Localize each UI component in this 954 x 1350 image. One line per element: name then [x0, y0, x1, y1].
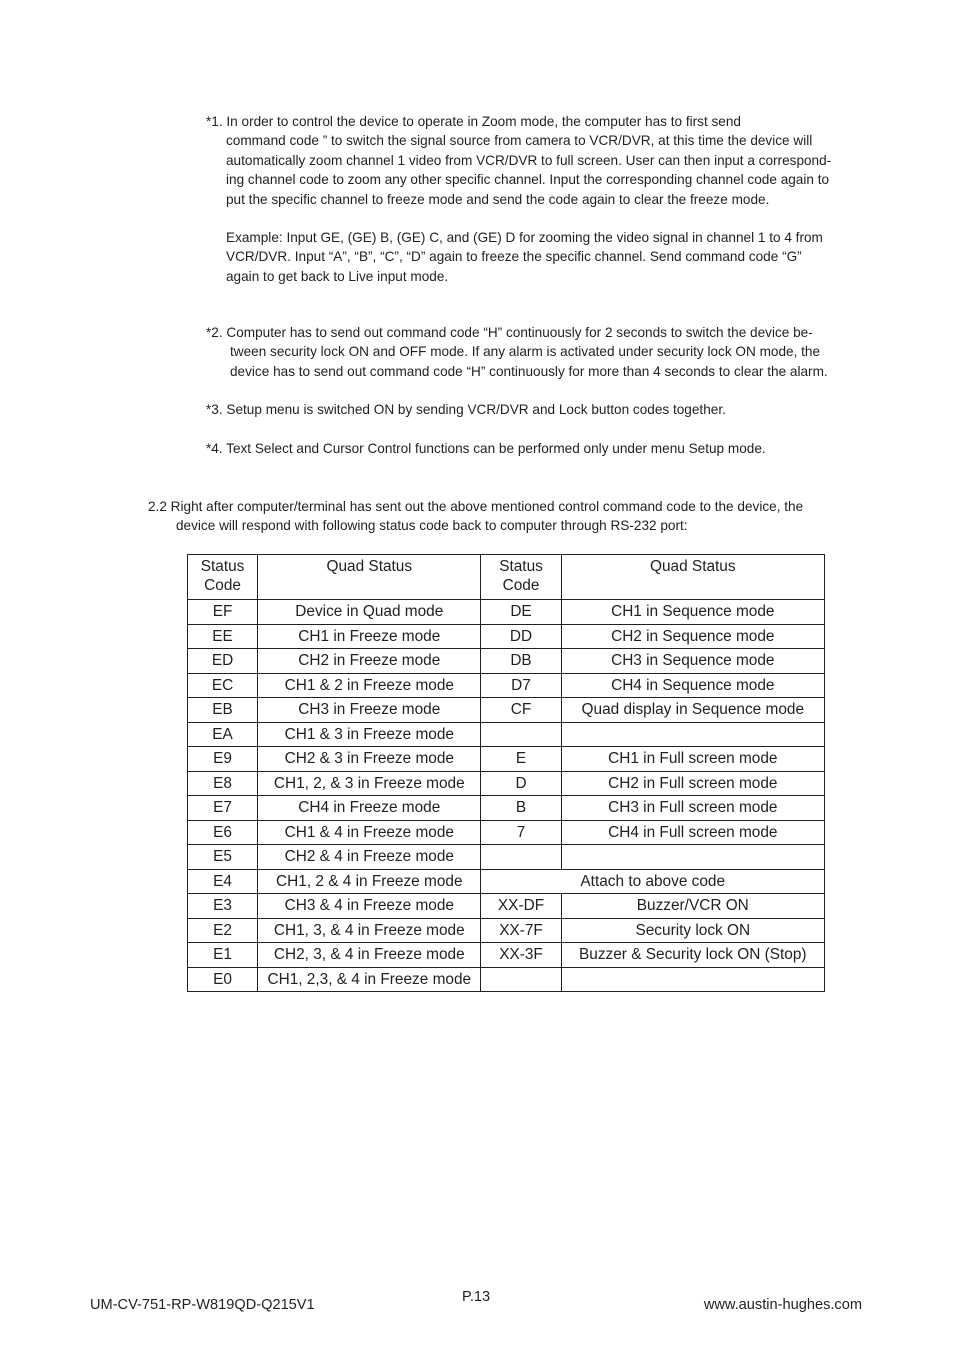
status-code-cell: E2 [188, 918, 258, 943]
footer-page-number: P.13 [462, 1289, 491, 1305]
quad-status-cell: Quad display in Sequence mode [561, 698, 824, 723]
footer-website: www.austin-hughes.com [703, 1297, 862, 1313]
table-row [188, 771, 825, 796]
quad-status-cell: CH2 in Sequence mode [561, 624, 824, 649]
table-row [188, 722, 825, 747]
quad-status-cell: CH3 & 4 in Freeze mode [258, 894, 481, 919]
table-row [188, 967, 825, 992]
header-quad-status: Quad Status [258, 555, 481, 600]
table-row [188, 918, 825, 943]
quad-status-cell [561, 967, 824, 992]
quad-status-cell: CH2 & 4 in Freeze mode [258, 845, 481, 870]
quad-status-cell: CH3 in Sequence mode [561, 649, 824, 674]
table-row [188, 845, 825, 870]
status-code-cell: E6 [188, 820, 258, 845]
table-row [188, 869, 825, 894]
quad-status-cell: CH1 & 2 in Freeze mode [258, 673, 481, 698]
quad-status-cell: CH2 in Full screen mode [561, 771, 824, 796]
header-status-code: Status Code [481, 555, 561, 600]
status-code-cell: DB [481, 649, 561, 674]
status-code-cell: E [481, 747, 561, 772]
note-3 [206, 400, 866, 419]
status-code-cell: E7 [188, 796, 258, 821]
status-code-cell [481, 722, 561, 747]
table-row [188, 698, 825, 723]
status-code-cell: E4 [188, 869, 258, 894]
status-code-cell: E1 [188, 943, 258, 968]
quad-status-cell: CH1, 2, & 3 in Freeze mode [258, 771, 481, 796]
table-row [188, 747, 825, 772]
quad-status-cell: CH2, 3, & 4 in Freeze mode [258, 943, 481, 968]
note-4-text: *4. Text Select and Cursor Control functions can be performed only under menu Setup mode. [206, 441, 766, 456]
quad-status-cell: CH3 in Freeze mode [258, 698, 481, 723]
table-header-row [188, 555, 825, 600]
status-code-cell [481, 845, 561, 870]
status-code-cell: XX-7F [481, 918, 561, 943]
status-code-cell: E0 [188, 967, 258, 992]
section-2-2-first-line: 2.2 Right after computer/terminal has sent out the above mentioned control command code to the device, the [148, 499, 804, 514]
status-code-cell: EB [188, 698, 258, 723]
status-code-cell: EA [188, 722, 258, 747]
status-code-cell: E8 [188, 771, 258, 796]
example-line: again to get back to Live input mode. [226, 268, 449, 284]
quad-status-cell: CH1 in Freeze mode [258, 624, 481, 649]
note-1-line: command code ” to switch the signal source from camera to VCR/DVR, at this time the device will [226, 133, 813, 149]
status-code-cell: ED [188, 649, 258, 674]
status-code-cell: D7 [481, 673, 561, 698]
header-status-code: Status Code [188, 555, 258, 600]
status-code-cell: EC [188, 673, 258, 698]
quad-status-cell: CH1 & 3 in Freeze mode [258, 722, 481, 747]
quad-status-cell: Device in Quad mode [258, 600, 481, 625]
quad-status-cell: Buzzer/VCR ON [561, 894, 824, 919]
header-quad-status: Quad Status [561, 555, 824, 600]
section-2-2-line: device will respond with following status code back to computer through RS-232 port: [176, 518, 688, 534]
note-2-first-line: *2. Computer has to send out command code “H” continuously for 2 seconds to switch the device be- [206, 325, 813, 340]
status-code-cell: EF [188, 600, 258, 625]
quad-status-cell [561, 722, 824, 747]
note-1-line: ing channel code to zoom any other specific channel. Input the corresponding channel code again to [226, 172, 830, 188]
quad-status-cell: CH4 in Sequence mode [561, 673, 824, 698]
note-1 [206, 112, 866, 209]
table-row [188, 649, 825, 674]
note-2-line: device has to send out command code “H” continuously for more than 4 seconds to clear the alarm. [230, 363, 828, 379]
status-code-cell: D [481, 771, 561, 796]
note-1-line: put the specific channel to freeze mode and send the code again to clear the freeze mode. [226, 191, 770, 207]
note-4 [206, 439, 866, 458]
quad-status-cell: CH4 in Full screen mode [561, 820, 824, 845]
attach-note-cell: Attach to above code [481, 869, 825, 894]
footer-document-id: UM-CV-751-RP-W819QD-Q215V1 [90, 1297, 315, 1313]
table-row [188, 894, 825, 919]
quad-status-cell: Buzzer & Security lock ON (Stop) [561, 943, 824, 968]
status-code-cell: XX-3F [481, 943, 561, 968]
quad-status-cell: CH1, 3, & 4 in Freeze mode [258, 918, 481, 943]
section-2-2 [148, 497, 868, 536]
table-row [188, 943, 825, 968]
status-code-cell: XX-DF [481, 894, 561, 919]
status-code-cell: E3 [188, 894, 258, 919]
note-1-first-line: *1. In order to control the device to operate in Zoom mode, the computer has to first send [206, 114, 741, 129]
example-line: Example: Input GE, (GE) B, (GE) C, and (GE) D for zooming the video signal in channel 1 to 4 from [226, 230, 823, 245]
zoom-example [226, 228, 866, 286]
status-code-cell: EE [188, 624, 258, 649]
status-code-cell: 7 [481, 820, 561, 845]
quad-status-cell: CH2 in Freeze mode [258, 649, 481, 674]
table-row [188, 796, 825, 821]
status-code-cell: E5 [188, 845, 258, 870]
table-row [188, 600, 825, 625]
quad-status-cell: CH4 in Freeze mode [258, 796, 481, 821]
status-code-cell: DE [481, 600, 561, 625]
status-code-table [187, 554, 825, 992]
table-row [188, 820, 825, 845]
quad-status-cell: CH3 in Full screen mode [561, 796, 824, 821]
quad-status-cell: Security lock ON [561, 918, 824, 943]
note-2-line: tween security lock ON and OFF mode. If any alarm is activated under security lock ON mode, the [230, 344, 821, 360]
quad-status-cell: CH1 & 4 in Freeze mode [258, 820, 481, 845]
status-code-cell [481, 967, 561, 992]
example-line: VCR/DVR. Input “A”, “B”, “C”, “D” again to freeze the specific channel. Send command code “G” [226, 249, 802, 265]
quad-status-cell: CH2 & 3 in Freeze mode [258, 747, 481, 772]
table-row [188, 673, 825, 698]
status-code-cell: E9 [188, 747, 258, 772]
quad-status-cell [561, 845, 824, 870]
note-1-line: automatically zoom channel 1 video from VCR/DVR to full screen. User can then input a correspond- [226, 152, 832, 168]
quad-status-cell: CH1 in Sequence mode [561, 600, 824, 625]
status-code-cell: B [481, 796, 561, 821]
table-row [188, 624, 825, 649]
note-2 [206, 323, 866, 381]
quad-status-cell: CH1 in Full screen mode [561, 747, 824, 772]
quad-status-cell: CH1, 2 & 4 in Freeze mode [258, 869, 481, 894]
note-3-text: *3. Setup menu is switched ON by sending VCR/DVR and Lock button codes together. [206, 402, 726, 417]
status-code-cell: CF [481, 698, 561, 723]
status-code-cell: DD [481, 624, 561, 649]
quad-status-cell: CH1, 2,3, & 4 in Freeze mode [258, 967, 481, 992]
